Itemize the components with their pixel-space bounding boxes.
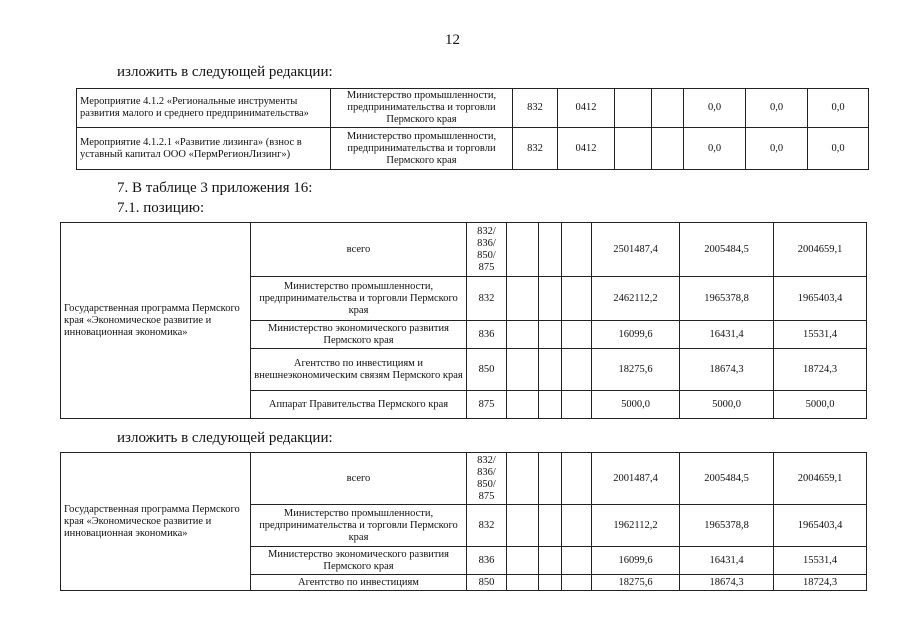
executor-name: Агентство по инвестициям xyxy=(251,575,467,591)
value-year-3: 15531,4 xyxy=(774,547,867,575)
value-year-3: 0,0 xyxy=(808,89,869,128)
empty-cell xyxy=(539,321,562,349)
grbs-code: 832/ 836/ 850/ 875 xyxy=(467,453,507,505)
table-row xyxy=(77,128,869,170)
value-year-2: 16431,4 xyxy=(680,547,774,575)
empty-cell xyxy=(562,277,592,321)
section-code: 0412 xyxy=(558,128,615,170)
value-year-2: 2005484,5 xyxy=(680,223,774,277)
measures-table xyxy=(76,88,869,170)
value-year-1: 2462112,2 xyxy=(592,277,680,321)
empty-cell xyxy=(562,391,592,419)
value-year-2: 0,0 xyxy=(746,128,808,170)
empty-cell xyxy=(539,505,562,547)
table-row xyxy=(61,453,867,505)
value-year-2: 1965378,8 xyxy=(680,505,774,547)
executor-name: Министерство экономического развития Пермского края xyxy=(251,547,467,575)
value-year-1: 2501487,4 xyxy=(592,223,680,277)
grbs-code: 832/ 836/ 850/ 875 xyxy=(467,223,507,277)
empty-cell xyxy=(562,453,592,505)
grbs-code: 832 xyxy=(467,505,507,547)
executor-name: Аппарат Правительства Пермского края xyxy=(251,391,467,419)
table-row xyxy=(61,223,867,277)
value-year-3: 18724,3 xyxy=(774,575,867,591)
value-year-3: 18724,3 xyxy=(774,349,867,391)
value-year-1: 5000,0 xyxy=(592,391,680,419)
value-year-1: 16099,6 xyxy=(592,547,680,575)
grbs-code: 836 xyxy=(467,321,507,349)
value-year-1: 18275,6 xyxy=(592,575,680,591)
empty-cell xyxy=(539,349,562,391)
empty-cell xyxy=(652,89,684,128)
value-year-1: 0,0 xyxy=(684,128,746,170)
grbs-code: 832 xyxy=(513,128,558,170)
value-year-2: 2005484,5 xyxy=(680,453,774,505)
empty-cell xyxy=(507,453,539,505)
empty-cell xyxy=(615,89,652,128)
program-name: Государственная программа Пермского края «Экономическое развитие и инновационная экономика» xyxy=(61,453,251,591)
value-year-2: 18674,3 xyxy=(680,575,774,591)
empty-cell xyxy=(562,505,592,547)
empty-cell xyxy=(507,349,539,391)
value-year-3: 15531,4 xyxy=(774,321,867,349)
value-year-3: 2004659,1 xyxy=(774,453,867,505)
empty-cell xyxy=(507,391,539,419)
executor-name: Агентство по инвестициям и внешнеэкономическим связям Пермского края xyxy=(251,349,467,391)
value-year-1: 2001487,4 xyxy=(592,453,680,505)
empty-cell xyxy=(539,575,562,591)
executor-name: Министерство экономического развития Пермского края xyxy=(251,321,467,349)
executor-name: всего xyxy=(251,223,467,277)
empty-cell xyxy=(615,128,652,170)
value-year-2: 0,0 xyxy=(746,89,808,128)
value-year-2: 1965378,8 xyxy=(680,277,774,321)
empty-cell xyxy=(562,349,592,391)
grbs-code: 836 xyxy=(467,547,507,575)
item-7-1-heading: 7.1. позицию: xyxy=(117,200,205,216)
empty-cell xyxy=(507,223,539,277)
empty-cell xyxy=(507,547,539,575)
grbs-code: 832 xyxy=(513,89,558,128)
empty-cell xyxy=(539,277,562,321)
executor-name: всего xyxy=(251,453,467,505)
value-year-1: 16099,6 xyxy=(592,321,680,349)
table-row xyxy=(77,89,869,128)
grbs-code: 875 xyxy=(467,391,507,419)
executor-name: Министерство промышленности, предпринимательства и торговли Пермского края xyxy=(331,128,513,170)
empty-cell xyxy=(562,575,592,591)
measure-name: Мероприятие 4.1.2 «Региональные инструменты развития малого и среднего предпринимательства» xyxy=(77,89,331,128)
empty-cell xyxy=(539,223,562,277)
empty-cell xyxy=(562,223,592,277)
grbs-code: 850 xyxy=(467,575,507,591)
program-name: Государственная программа Пермского края «Экономическое развитие и инновационная экономика» xyxy=(61,223,251,419)
instruction-text-2: изложить в следующей редакции: xyxy=(117,430,333,446)
value-year-2: 18674,3 xyxy=(680,349,774,391)
measure-name: Мероприятие 4.1.2.1 «Развитие лизинга» (взнос в уставный капитал ООО «ПермРегионЛизинг») xyxy=(77,128,331,170)
grbs-code: 832 xyxy=(467,277,507,321)
grbs-code: 850 xyxy=(467,349,507,391)
value-year-1: 0,0 xyxy=(684,89,746,128)
empty-cell xyxy=(562,547,592,575)
empty-cell xyxy=(539,547,562,575)
value-year-3: 2004659,1 xyxy=(774,223,867,277)
value-year-3: 1965403,4 xyxy=(774,505,867,547)
item-7-heading: 7. В таблице 3 приложения 16: xyxy=(117,180,313,196)
empty-cell xyxy=(652,128,684,170)
value-year-1: 18275,6 xyxy=(592,349,680,391)
executor-name: Министерство промышленности, предпринимательства и торговли Пермского края xyxy=(251,505,467,547)
value-year-2: 16431,4 xyxy=(680,321,774,349)
empty-cell xyxy=(507,505,539,547)
empty-cell xyxy=(539,391,562,419)
value-year-1: 1962112,2 xyxy=(592,505,680,547)
instruction-text-1: изложить в следующей редакции: xyxy=(117,64,333,80)
empty-cell xyxy=(507,277,539,321)
program-table-old xyxy=(60,222,867,419)
empty-cell xyxy=(507,575,539,591)
value-year-3: 1965403,4 xyxy=(774,277,867,321)
value-year-3: 0,0 xyxy=(808,128,869,170)
value-year-3: 5000,0 xyxy=(774,391,867,419)
empty-cell xyxy=(539,453,562,505)
page-number: 12 xyxy=(445,32,460,48)
executor-name: Министерство промышленности, предпринимательства и торговли Пермского края xyxy=(331,89,513,128)
empty-cell xyxy=(507,321,539,349)
value-year-2: 5000,0 xyxy=(680,391,774,419)
section-code: 0412 xyxy=(558,89,615,128)
empty-cell xyxy=(562,321,592,349)
executor-name: Министерство промышленности, предпринимательства и торговли Пермского края xyxy=(251,277,467,321)
program-table-new xyxy=(60,452,867,591)
